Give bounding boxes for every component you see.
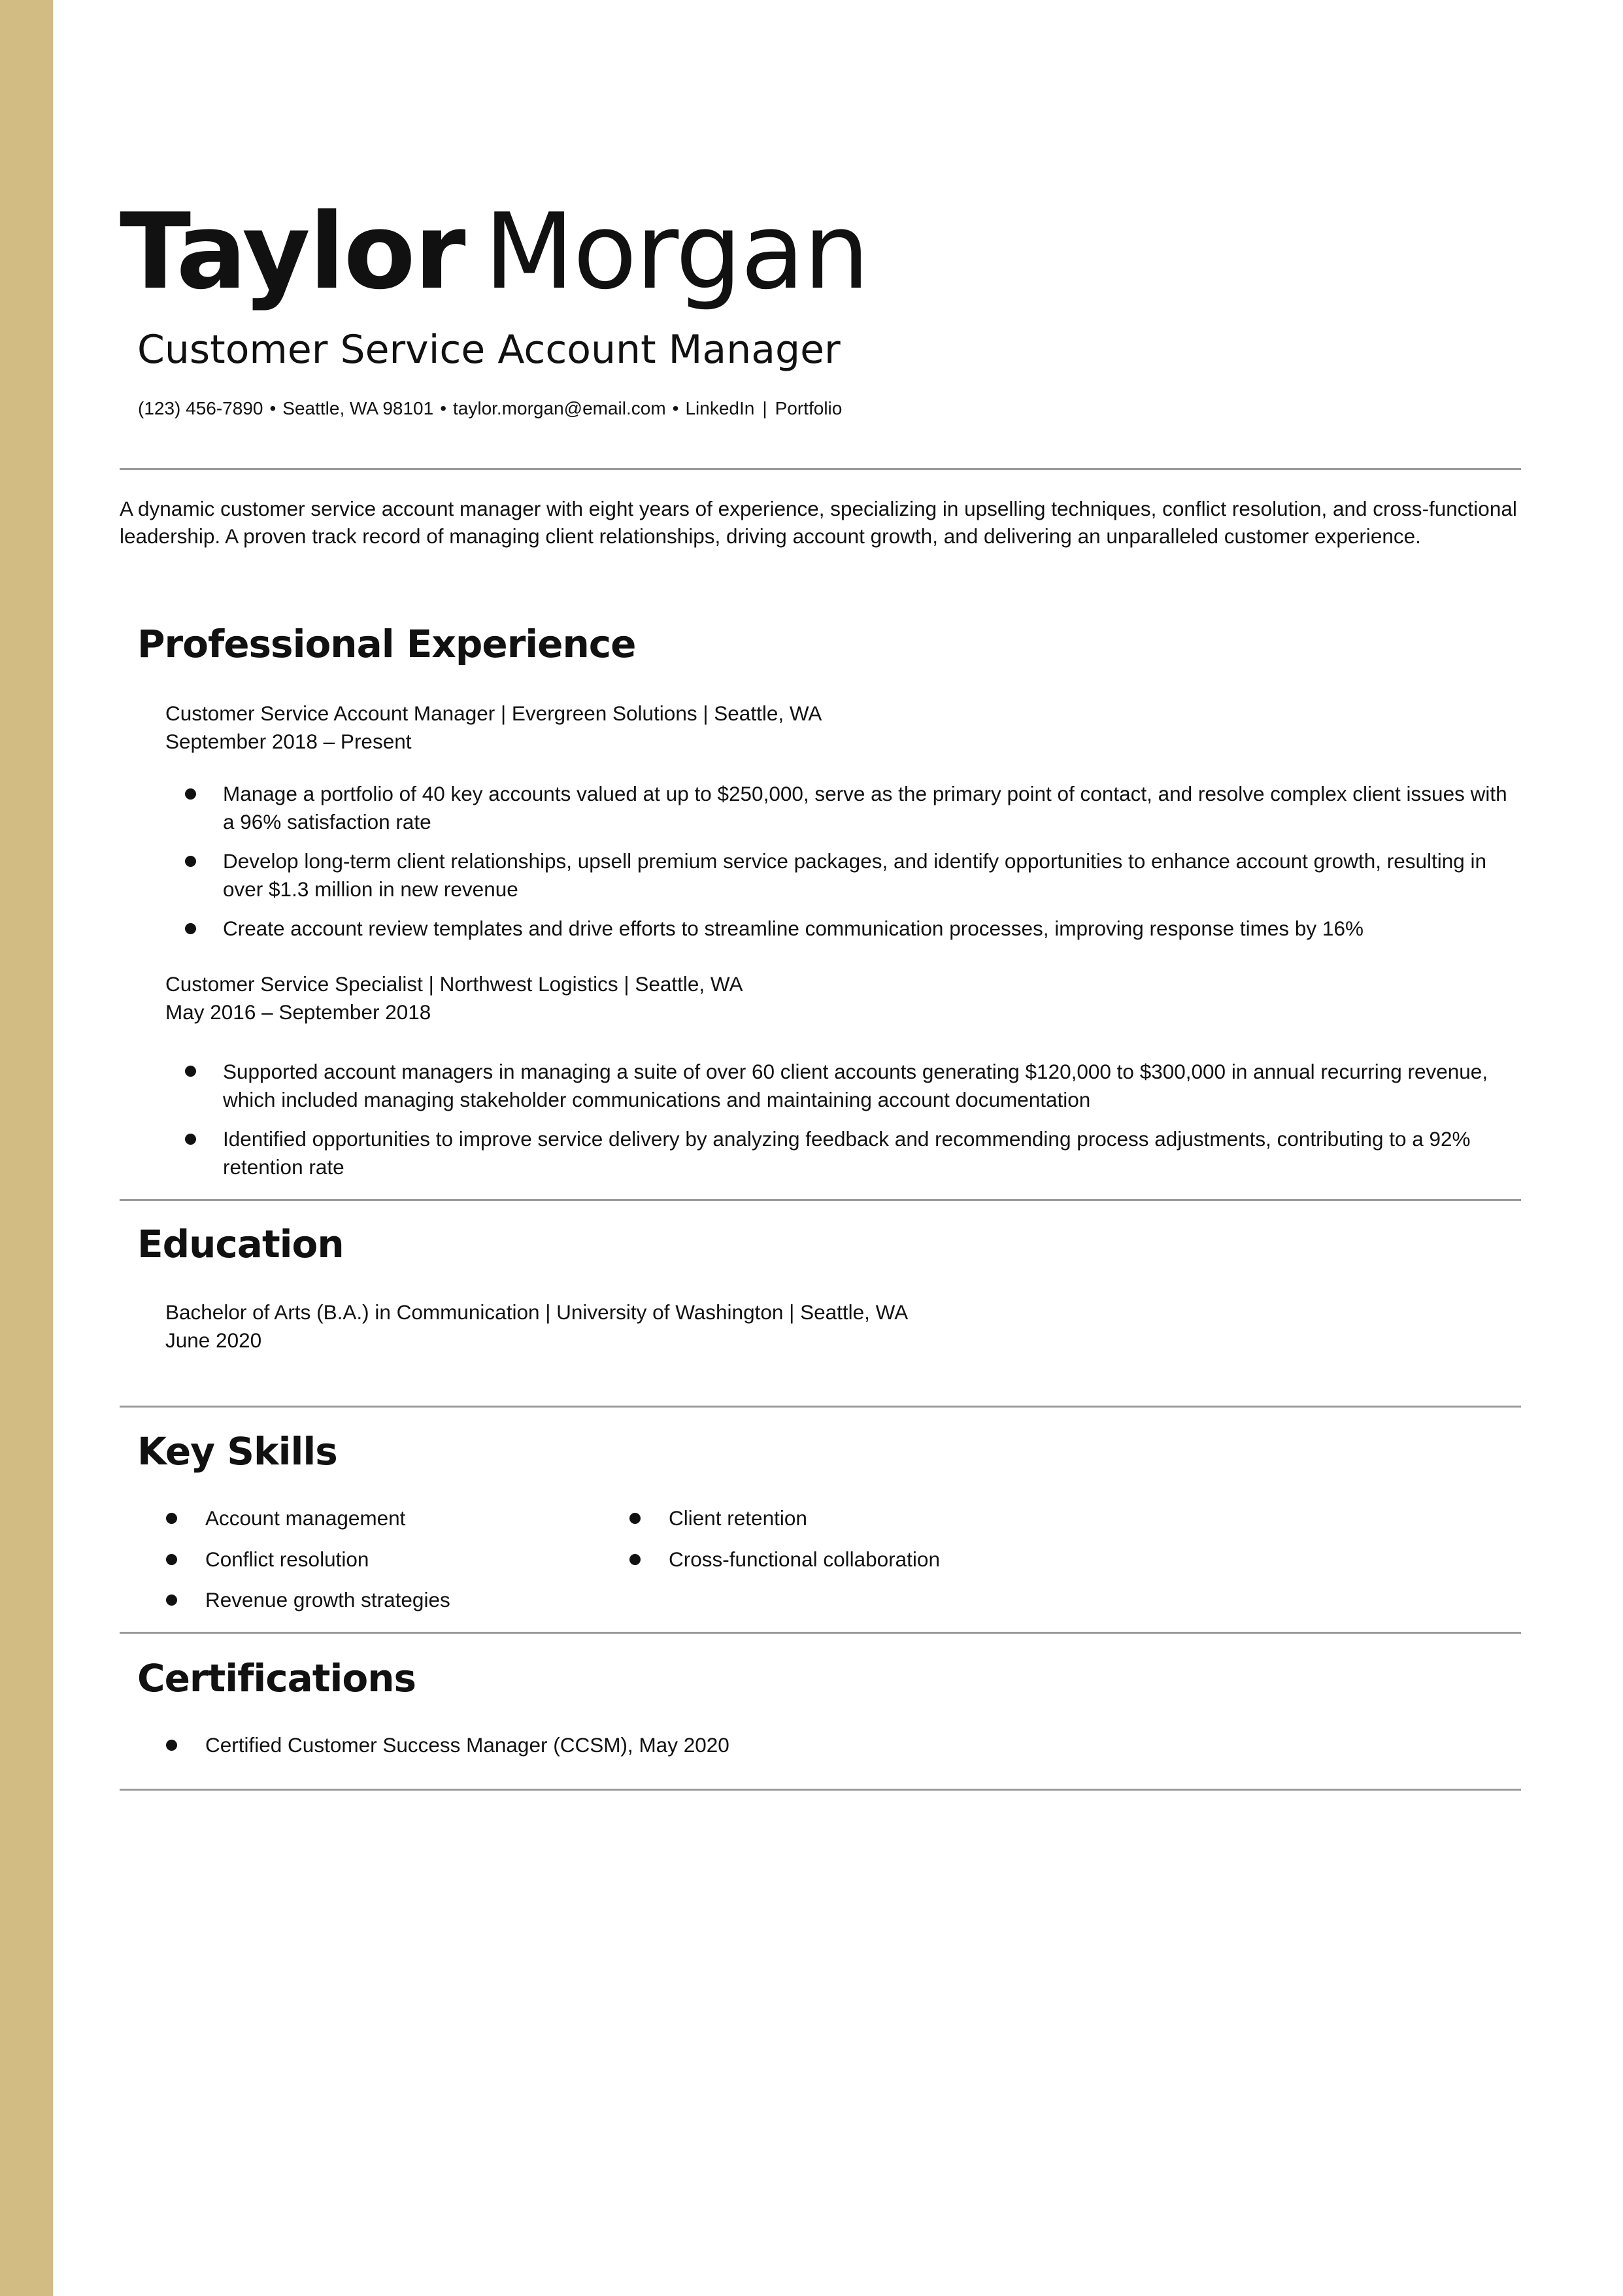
linkedin-link[interactable]: LinkedIn	[685, 398, 755, 418]
separator-dot: •	[269, 398, 276, 418]
job-title: Customer Service Account Manager	[137, 327, 841, 373]
section-heading-skills: Key Skills	[137, 1429, 337, 1474]
job-bullet: Manage a portfolio of 40 key accounts valued at up to $250,000, serve as the primary point of contact, and resolve complex client issues with a 96% satisfaction rate	[223, 782, 1507, 834]
skill-item: Cross-functional collaboration	[669, 1547, 940, 1571]
location: Seattle, WA 98101	[282, 398, 434, 418]
degree-line: Bachelor of Arts (B.A.) in Communication | University of Washington | Seattle, WA	[165, 1300, 909, 1324]
section-heading-experience: Professional Experience	[137, 622, 636, 666]
candidate-name	[120, 190, 868, 314]
divider	[120, 468, 1521, 470]
bullet-icon	[185, 1066, 196, 1077]
separator-dot: •	[440, 398, 446, 418]
job-role-line: Customer Service Specialist | Northwest Logistics | Seattle, WA	[165, 972, 743, 996]
divider	[120, 1199, 1521, 1201]
bullet-icon	[166, 1513, 177, 1524]
job-bullet: Supported account managers in managing a suite of over 60 client accounts generating $120,000 to $300,000 in annual recurring revenue, which included managing stakeholder communications and maintaining account documentation	[223, 1060, 1488, 1111]
job-bullet: Identified opportunities to improve service delivery by analyzing feedback and recommending process adjustments, contributing to a 92% retention rate	[223, 1127, 1471, 1179]
bullet-icon	[166, 1740, 177, 1751]
skill-item: Revenue growth strategies	[205, 1588, 450, 1612]
bullet-icon	[185, 788, 196, 800]
job-bullet: Develop long-term client relationships, upsell premium service packages, and identify opportunities to enhance account growth, resulting in over $1.3 million in new revenue	[223, 849, 1487, 901]
bullet-icon	[629, 1513, 641, 1524]
bullet-icon	[166, 1595, 177, 1606]
first-name: Taylor	[120, 190, 465, 312]
bullet-icon	[629, 1554, 641, 1565]
job-role-line: Customer Service Account Manager | Evergreen Solutions | Seattle, WA	[165, 701, 822, 725]
bullet-icon	[166, 1554, 177, 1565]
skill-item: Conflict resolution	[205, 1547, 369, 1571]
job-dates: September 2018 – Present	[165, 730, 412, 753]
bullet-icon	[185, 1134, 196, 1145]
section-heading-certifications: Certifications	[137, 1656, 416, 1700]
job-dates: May 2016 – September 2018	[165, 1000, 431, 1024]
divider	[120, 1406, 1521, 1408]
separator-pipe: |	[762, 398, 767, 418]
skill-item: Client retention	[669, 1506, 807, 1530]
bullet-icon	[185, 923, 196, 934]
divider	[120, 1789, 1521, 1791]
job-bullet: Create account review templates and drive efforts to streamline communication processes, improving response times by 16%	[223, 917, 1364, 940]
email-link[interactable]: taylor.morgan@email.com	[453, 398, 666, 418]
portfolio-link[interactable]: Portfolio	[775, 398, 843, 418]
section-heading-education: Education	[137, 1222, 344, 1266]
skill-item: Account management	[205, 1506, 406, 1530]
divider	[120, 1632, 1521, 1634]
contact-line	[138, 396, 842, 422]
summary-paragraph: A dynamic customer service account manager with eight years of experience, specializing in upselling techniques, conflict resolution, and cross-functional leadership. A proven track record of managing client relationships, driving account growth, and delivering an unparalleled customer experience.	[120, 497, 1517, 548]
bullet-icon	[185, 856, 196, 867]
accent-sidebar	[0, 0, 53, 2296]
separator-dot: •	[672, 398, 679, 418]
certification-item: Certified Customer Success Manager (CCSM), May 2020	[205, 1733, 729, 1757]
graduation-date: June 2020	[165, 1328, 262, 1352]
last-name: Morgan	[484, 190, 869, 312]
phone: (123) 456-7890	[138, 398, 263, 418]
